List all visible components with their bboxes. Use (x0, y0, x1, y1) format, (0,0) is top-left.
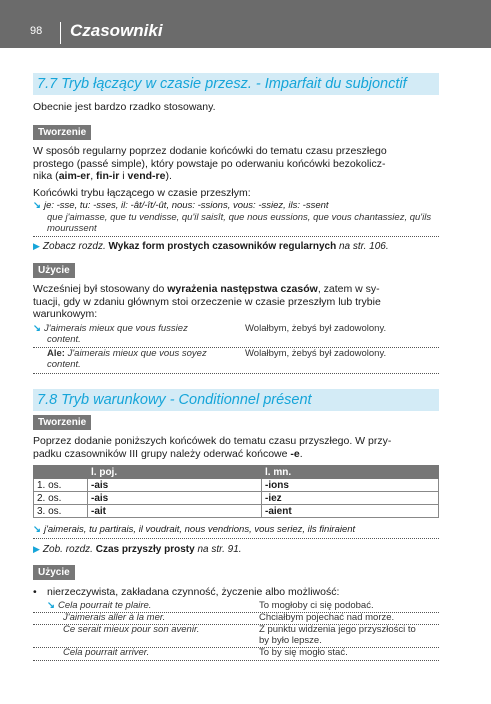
cross-reference: ▶ Zob. rozdz. Czas przyszły prosty na str. 91. (33, 544, 242, 555)
triangle-icon: ▶ (33, 544, 40, 554)
tab-uzycie: Użycie (33, 565, 75, 580)
table-row: 3. os. -ait -aient (34, 505, 439, 518)
example-row: J'aimerais aller à la mer. Chciałbym pojechać nad morze. (63, 612, 395, 623)
arrow-icon: ↘ (33, 200, 41, 211)
divider (33, 236, 439, 237)
section-intro: Obecnie jest bardzo rzadko stosowany. (33, 101, 216, 113)
table-row: 2. os. -ais -iez (34, 492, 439, 505)
header-divider (60, 22, 61, 44)
tab-uzycie: Użycie (33, 263, 75, 278)
arrow-icon: ↘ (33, 323, 41, 334)
formation-paragraph: W sposób regularny poprzez dodanie końcówki do tematu czasu przeszłego prostego (passé simple), który powstaje po oderwaniu końcówki bezokolicz- nika (aim-er, fin-ir i vend-re). (33, 145, 387, 182)
divider (33, 373, 439, 374)
triangle-icon: ▶ (33, 241, 40, 251)
chapter-title: Czasowniki (70, 21, 163, 40)
section-title-7-7: 7.7 Tryb łączący w czasie przesz. - Imparfait du subjonctif (33, 73, 439, 95)
formation-paragraph: Poprzez dodanie poniższych końcówek do tematu czasu przyszłego. W przy- padku czasowników III grupy należy oderwać końcowe -e. (33, 435, 392, 460)
table-header-row: l. poj. l. mn. (34, 466, 439, 479)
usage-bullet: • nierzeczywista, zakładana czynność, życzenie albo możliwość: (33, 586, 340, 598)
arrow-icon: ↘ (47, 600, 55, 611)
example-row: ↘ J'aimerais mieux que vous fussiez content. Wolałbym, żebyś był zadowolony. (33, 323, 387, 345)
endings-line: ↘ je: -sse, tu: -sses, il: -ât/-ît/-ût, nous: -ssions, vous: -ssiez, ils: -ssent (33, 200, 329, 211)
page-number: 98 (30, 25, 43, 37)
conjugation-table (33, 465, 439, 518)
tab-tworzenie: Tworzenie (33, 415, 91, 430)
usage-paragraph: Wcześniej był stosowany do wyrażenia następstwa czasów, zatem w sy- tuacji, gdy w zdaniu głównym stoi orzeczenie w czasie przeszłym lub trybie warunkowym: (33, 283, 381, 320)
table-row: 1. os. -ais -ions (34, 479, 439, 492)
endings-intro: Końcówki trybu łączącego w czasie przeszłym: (33, 187, 251, 199)
example-row: Ale: J'aimerais mieux que vous soyez content. Wolałbym, żebyś był zadowolony. (47, 348, 387, 370)
section-title-7-8: 7.8 Tryb warunkowy - Conditionnel présent (33, 389, 439, 411)
divider (33, 538, 439, 539)
divider (33, 660, 439, 661)
tab-tworzenie: Tworzenie (33, 125, 91, 140)
endings-example: que j'aimasse, que tu vendisse, qu'il saisît, que nous eussions, que vous chantassiez, qu'ils mourussent (47, 212, 432, 234)
example-row: Cela pourrait arriver. To by się mogło stać. (63, 647, 348, 658)
conjugation-example: ↘ j'aimerais, tu partirais, il voudrait, nous vendrions, vous seriez, ils finiraient (33, 524, 356, 535)
arrow-icon: ↘ (33, 524, 41, 535)
example-row: Ce serait mieux pour son avenir. Z punktu widzenia jego przyszłości to by było lepsze. (63, 624, 416, 646)
cross-reference: ▶ Zobacz rozdz. Wykaz form prostych czasowników regularnych na str. 106. (33, 241, 389, 252)
bullet-icon: • (33, 586, 37, 598)
example-row: ↘ Cela pourrait te plaire. To mogłoby ci się podobać. (47, 600, 374, 611)
